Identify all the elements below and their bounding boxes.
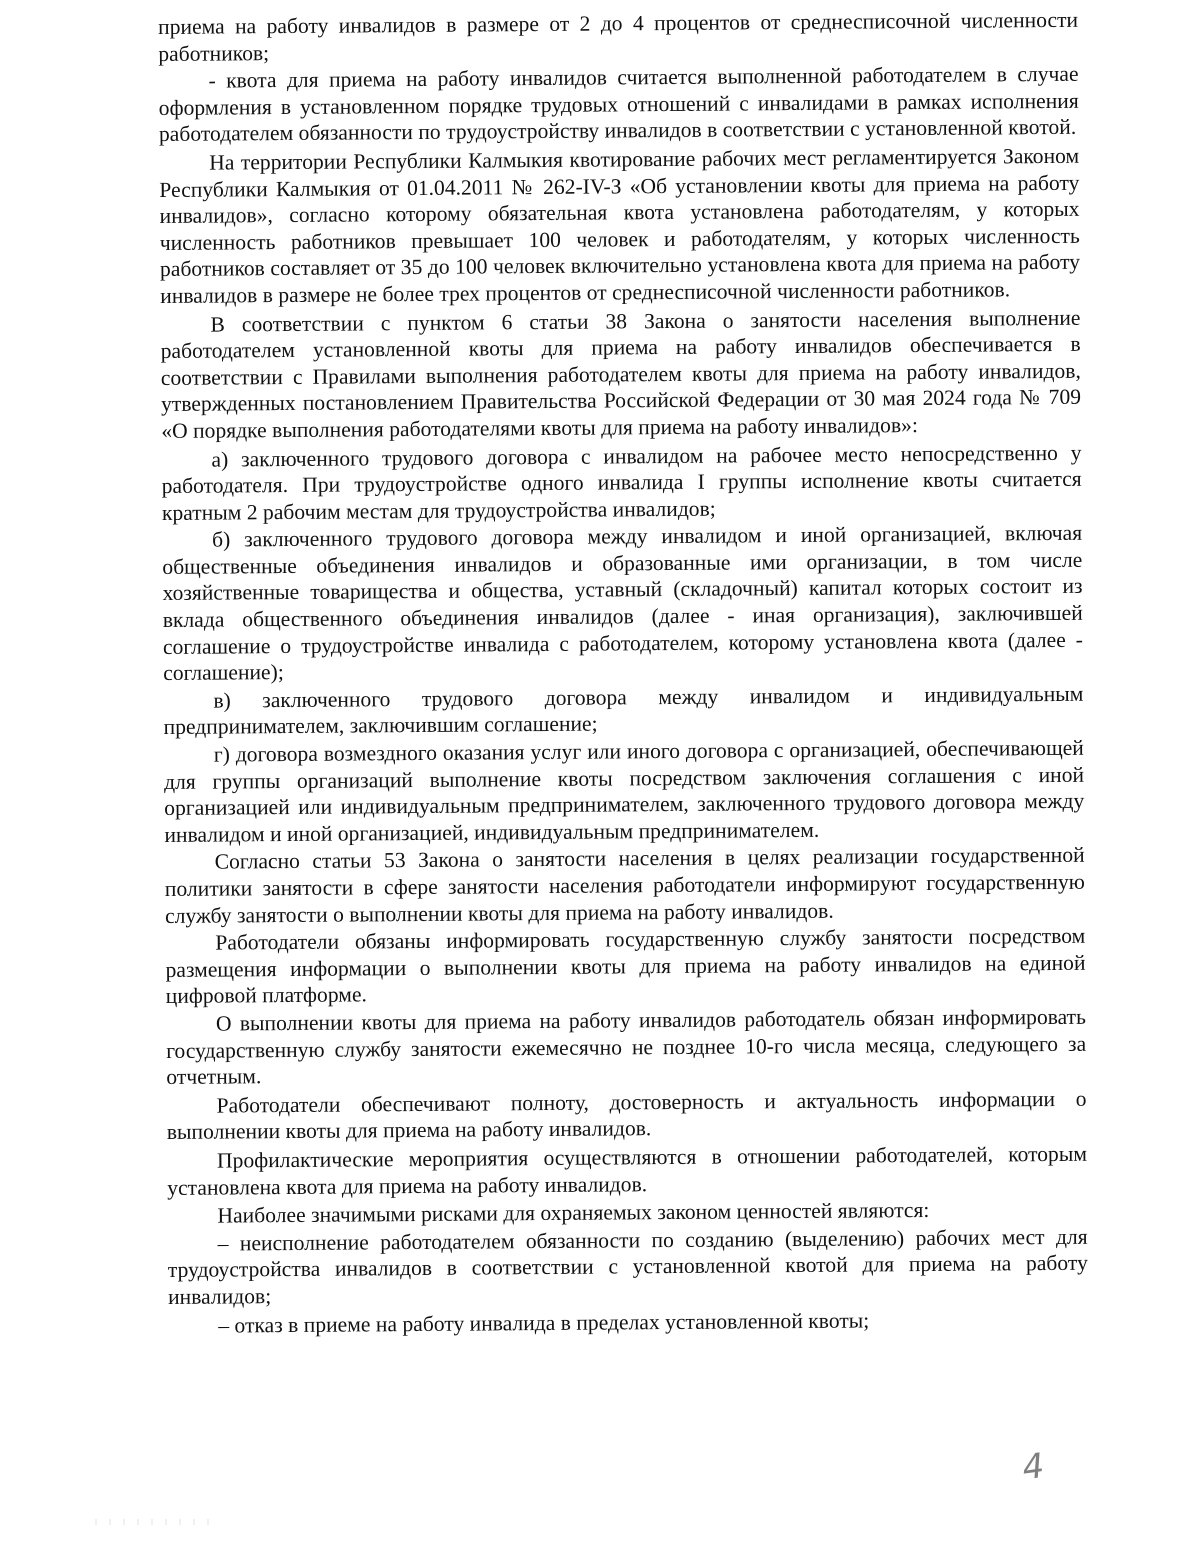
list-item-g: г) договора возмездного оказания услуг или иного договора с организацией, обеспечивающей для группы организаций выполнение квоты посредством заключения соглашения с иной организацией или индивидуальным предпринимателем, заключенного трудового договора между инвалидом и иной организацией, индивидуальным предпринимателем. <box>163 735 1085 847</box>
risk-item-refusal: – отказ в приеме на работу инвалида в пределах установленной квоты; <box>218 1307 870 1338</box>
document-page <box>158 7 1088 1340</box>
paragraph-preventive-measures: Профилактические мероприятия осуществляются в отношении работодателей, которым установлена квота для приема на работу инвалидов. <box>167 1141 1088 1200</box>
paragraph-quota-size: приема на работу инвалидов в размере от 2 до 4 процентов от среднесписочной численности работников; <box>158 7 1079 66</box>
handwritten-page-number: 4 <box>1021 1445 1046 1490</box>
paragraph-kalmykia-law: На территории Республики Калмыкия квотирование рабочих мест регламентируется Законом Республики Калмыкия от 01.04.2011 № 262-IV-З «Об установлении квоты для приема на работу инвалидов», согласно которому обязательная квота установлена работодателям, у которых численность работников превышает 100 человек и работодателям, у которых численность работников составляет от 35 до 100 человек включительно установлена квота для приема на работу инвалидов в размере не более трех процентов от среднесписочной численности работников. <box>159 143 1081 308</box>
paragraph-employers-inform: Работодатели обязаны информировать государственную службу занятости посредством размещения информации о выполнении квоты для приема на работу инвалидов на единой цифровой платформе. <box>165 923 1086 1009</box>
paragraph-data-accuracy: Работодатели обеспечивают полноту, достоверность и актуальность информации о выполнении квоты для приема на работу инвалидов. <box>166 1086 1087 1145</box>
list-item-a: а) заключенного трудового договора с инвалидом на рабочее место непосредственно у работодателя. При трудоустройстве одного инвалида I группы исполнение квоты считается кратным 2 рабочим местам для трудоустройства инвалидов; <box>161 440 1082 525</box>
paragraph-article-53: Согласно статьи 53 Закона о занятости населения в целях реализации государственной политики занятости в сфере занятости населения работодатели информируют государственную службу занятости о выполнении квоты для приема на работу инвалидов. <box>164 843 1085 928</box>
paragraph-monthly-report: О выполнении квоты для приема на работу инвалидов работодатель обязан информировать государственную службу занятости ежемесячно не позднее 10-го числа месяца, следующего за отчетным. <box>166 1004 1087 1090</box>
paragraph-quota-fulfilled: - квота для приема на работу инвалидов считается выполненной работодателем в случае оформления в установленном порядке трудовых отношений с инвалидами в рамках исполнения работодателем обязанности по трудоустройству инвалидов в соответствии с установленной квотой. <box>158 61 1079 147</box>
list-item-b: б) заключенного трудового договора между инвалидом и иной организацией, включая общественные объединения инвалидов и образованные ими организации, в том числе хозяйственные товарищества и общества, уставный (складочный) капитал которых состоит из вклада общественного объединения инвалидов (далее - иная организация), заключившей соглашение о трудоустройстве инвалида с работодателем, которому установлена квота (далее - соглашение); <box>162 521 1084 686</box>
paragraph-risks-heading: Наиболее значимыми рисками для охраняемых законом ценностей являются: <box>217 1198 930 1228</box>
risk-item-nonfulfillment: – неисполнение работодателем обязанности по созданию (выделению) рабочих мест для трудоустройства инвалидов в соответствии с установленной квотой для приема на работу инвалидов; <box>167 1224 1088 1309</box>
scan-artifact <box>95 1519 215 1525</box>
paragraph-article-38: В соответствии с пунктом 6 статьи 38 Закона о занятости населения выполнение работодателем установленной квоты для приема на работу инвалидов обеспечивается в соответствии с Правилами выполнения работодателем квоты для приема на работу инвалидов, утвержденных постановлением Правительства Российской Федерации от 30 мая 2024 года № 709 «О порядке выполнения работодателями квоты для приема на работу инвалидов»: <box>160 305 1082 443</box>
list-item-v: в) заключенного трудового договора между инвалидом и индивидуальным предпринимателем, заключившим соглашение; <box>163 681 1084 740</box>
